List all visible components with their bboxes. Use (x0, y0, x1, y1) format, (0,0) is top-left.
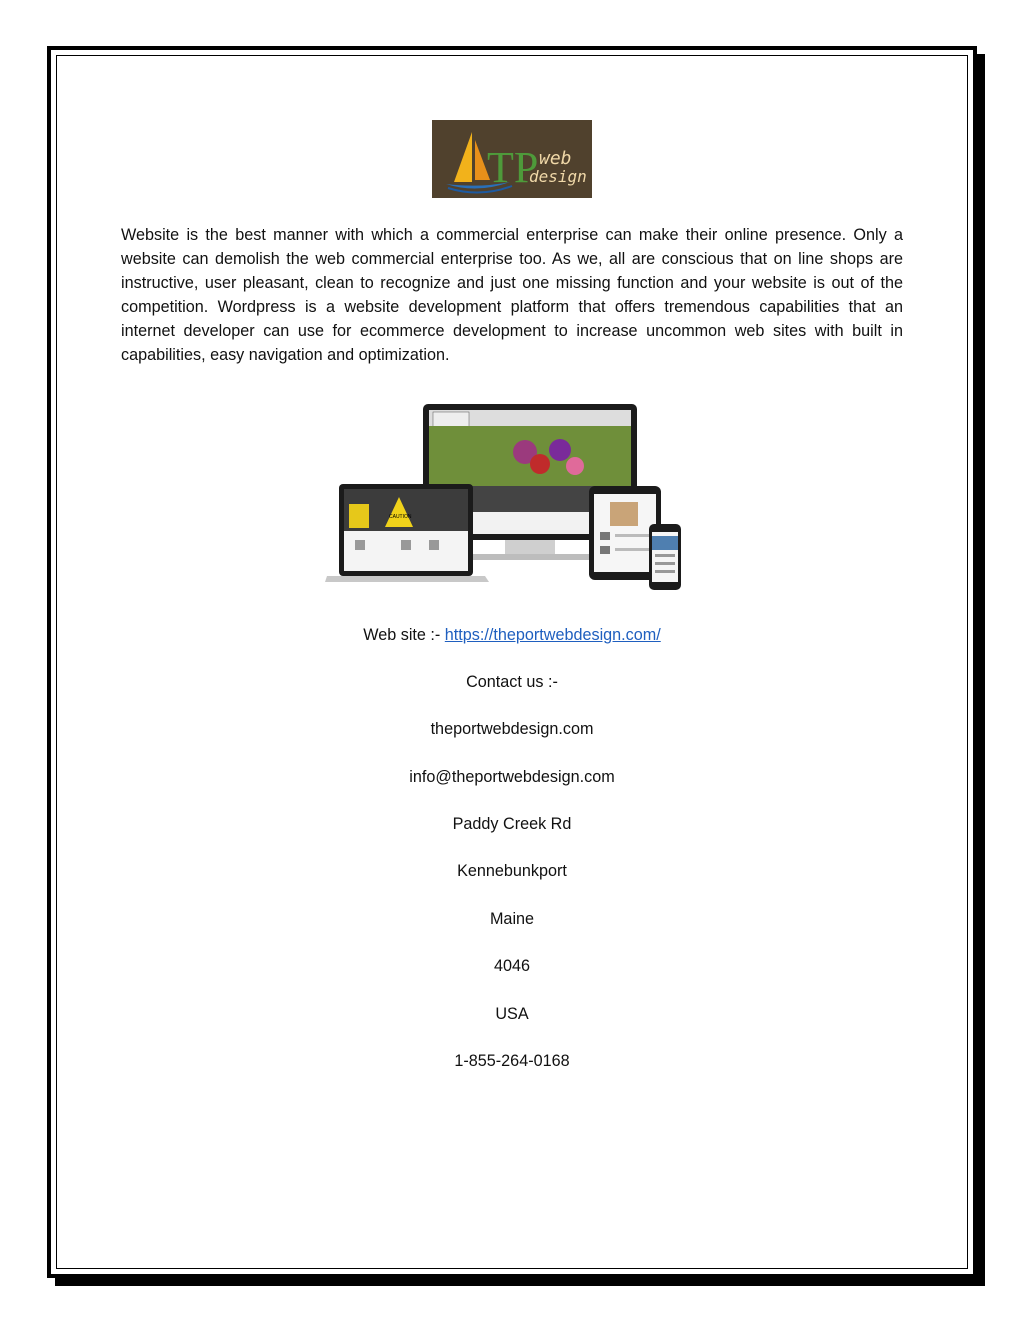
intro-paragraph: Website is the best manner with which a commercial enterprise can make their online presence. Only a website can demolish the web commercial enterprise too. As we, all are conscious that on line shops are instructive, user pleasant, clean to recognize and just one missing function and your website is out of the competition. Wordpress is a website development platform that offers tremendous capabilities that an internet developer can use for ecommerce development to increase uncommon web sites with built in capabilities, easy navigation and optimization. (121, 226, 903, 364)
contact-street: Paddy Creek Rd (452, 815, 572, 833)
website-link[interactable]: https://theportwebdesign.com/ (444, 626, 661, 644)
logo-letters: TP (487, 143, 539, 192)
contact-domain: theportwebdesign.com (430, 720, 594, 738)
contact-country: USA (495, 1005, 529, 1023)
website-label: Web site :- (363, 626, 445, 644)
contact-zip: 4046 (493, 957, 530, 975)
contact-phone: 1-855-264-0168 (454, 1052, 570, 1070)
contact-city: Kennebunkport (457, 862, 567, 880)
logo-text-web: web (539, 148, 572, 169)
tp-web-design-logo (432, 120, 592, 198)
website-line (0, 625, 1024, 645)
responsive-devices-image (325, 402, 685, 592)
contact-state: Maine (489, 910, 535, 928)
phone (649, 524, 681, 590)
contact-heading: Contact us :- (466, 673, 558, 691)
logo-text-design: design (529, 167, 587, 186)
laptop (325, 484, 489, 582)
contact-email: info@theportwebdesign.com (409, 768, 615, 786)
laptop-caution-sign: CAUTION (389, 514, 412, 520)
